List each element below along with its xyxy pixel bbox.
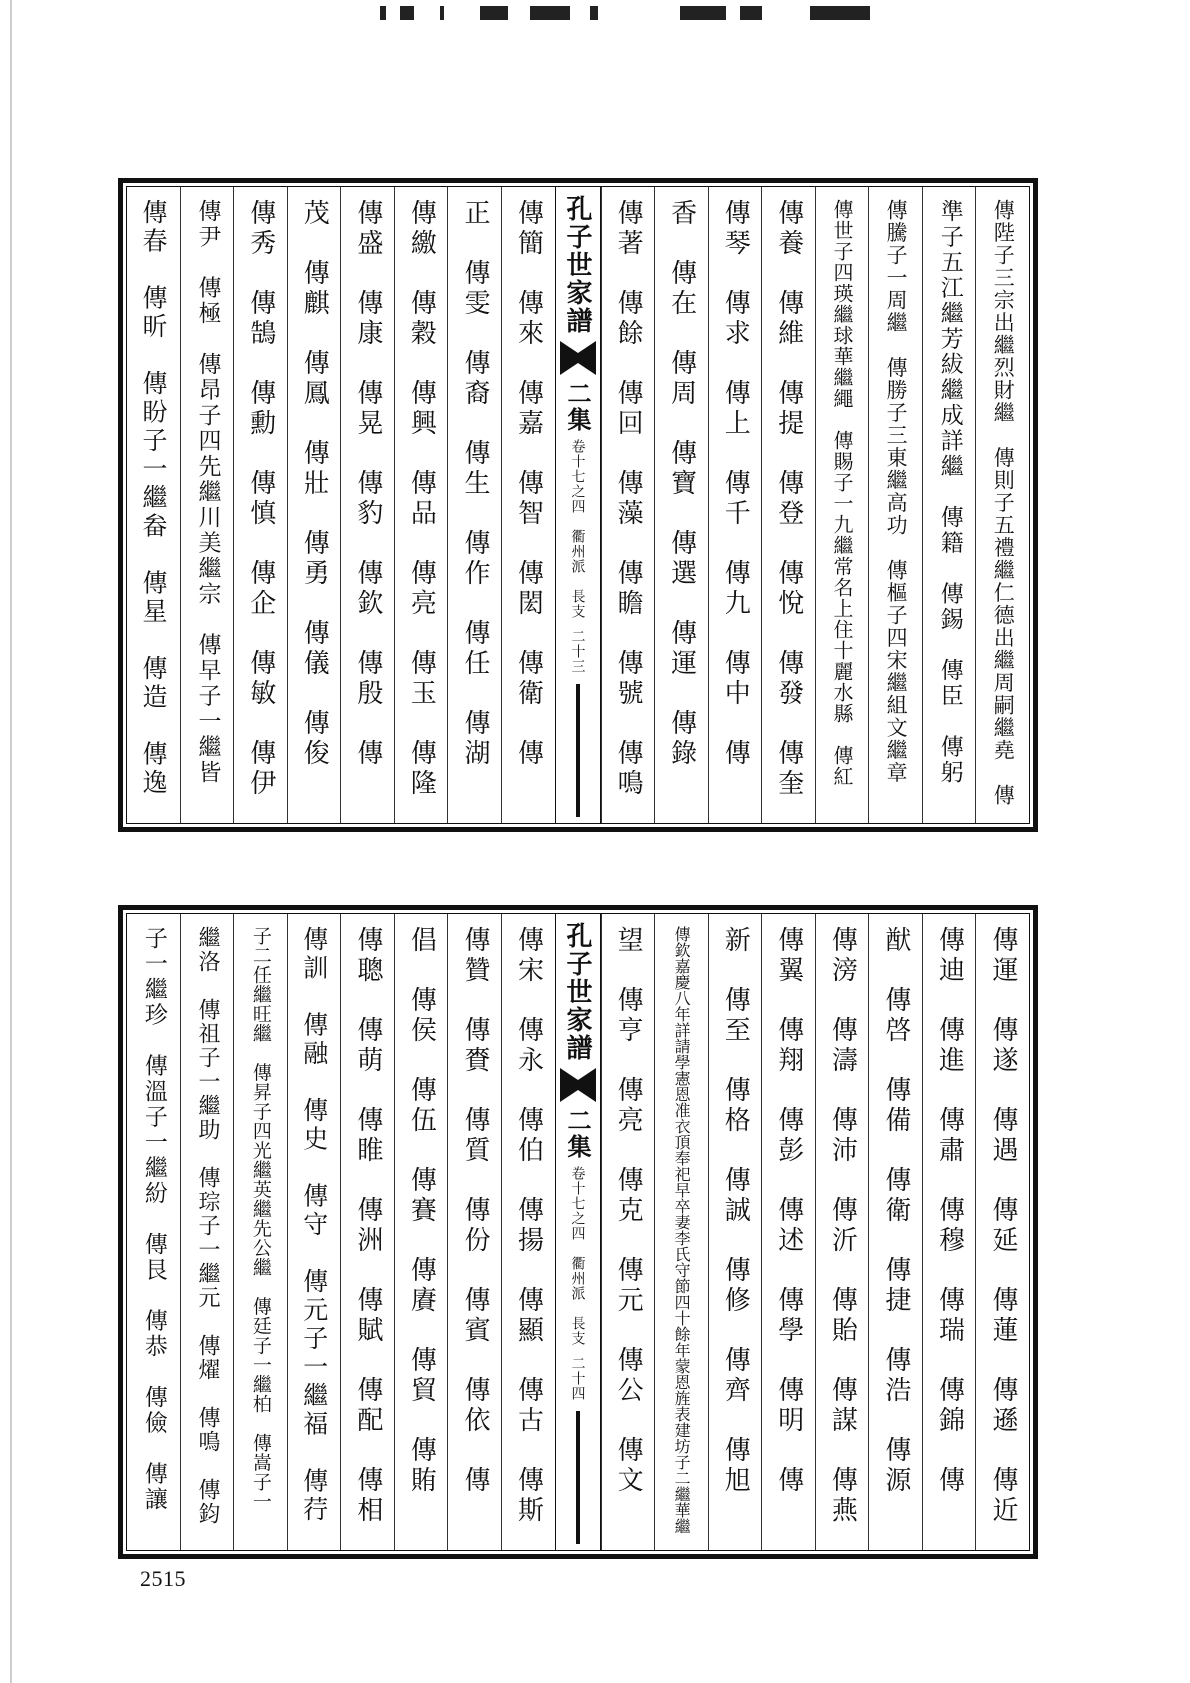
entry-column-9: 傳簡 傳來 傳嘉 傳智 傳閎 傳衛 傳 (501, 187, 555, 823)
entry-column-2: 準子五江繼芳紱繼成詳繼 傳籍 傳錫 傳臣 傳躬 (922, 187, 976, 823)
entry-column-7: 傳欽嘉慶八年詳請學憲恩准衣頂奉祀早卒妻李氏守節四十餘年蒙恩旌表建坊子二繼華繼 (654, 914, 708, 1550)
section-label: 卷十七之四 衢州派 長支 (569, 439, 586, 619)
entry-column-4: 傳滂 傳濤 傳沛 傳沂 傳貽 傳謀 傳燕 (815, 914, 869, 1550)
center-fold-header (555, 187, 601, 823)
entry-column-13: 茂 傳麒 傳鳳 傳壯 傳勇 傳儀 傳俊 (287, 187, 341, 823)
center-rule (576, 684, 580, 817)
center-fold-header (555, 914, 601, 1550)
entry-column-4: 傳世子四瑛繼球華繼繩 傳賜子一九繼常名上住十麗水縣 傳紅 (815, 187, 869, 823)
genealogy-page-24 (118, 905, 1038, 1559)
entry-column-8: 望 傳亨 傳亮 傳克 傳元 傳公 傳文 (601, 914, 655, 1550)
entry-column-10: 正 傳雯 傳裔 傳生 傳作 傳任 傳湖 (447, 187, 501, 823)
book-title: 孔子世家譜 (562, 195, 592, 335)
entry-column-6: 傳琴 傳求 傳上 傳千 傳九 傳中 傳 (708, 187, 762, 823)
entry-column-8: 傳著 傳餘 傳回 傳藻 傳瞻 傳號 傳鳴 (601, 187, 655, 823)
entry-column-5: 傳養 傳維 傳提 傳登 傳悅 傳發 傳奎 (761, 187, 815, 823)
entry-column-7: 香 傳在 傳周 傳寶 傳選 傳運 傳錄 (654, 187, 708, 823)
entry-column-14: 子二任繼旺繼 傳昇子四光繼英繼先公繼 傳廷子一繼柏 傳嵩子一 (233, 914, 287, 1550)
genealogy-page-23 (118, 178, 1038, 832)
entry-column-15: 繼洛 傳祖子一繼助 傳琮子一繼元 傳燿 傳鳴 傳鈞 (180, 914, 234, 1550)
entry-column-6: 新 傳至 傳格 傳誠 傳修 傳齊 傳旭 (708, 914, 762, 1550)
entry-column-16: 傳春 傳昕 傳盼子一繼畚 傳星 傳造 傳逸 (139, 199, 169, 798)
entry-column-14: 傳秀 傳鵠 傳勳 傳慎 傳企 傳敏 傳伊 (233, 187, 287, 823)
leaf-number: 二十四 (569, 1356, 586, 1401)
entry-column-13: 傳訓 傳融 傳史 傳守 傳元子一繼福 傳荇 (287, 914, 341, 1550)
entry-column-12: 傳盛 傳康 傳晃 傳豹 傳欽 傳殷 傳 (340, 187, 394, 823)
entry-column-1: 傳陛子三宗出繼烈財繼 傳則子五禮繼仁德出繼周嗣繼堯 傳 (975, 187, 1029, 823)
fish-tail-mark-icon (560, 1068, 596, 1102)
top-scan-artifacts (380, 0, 900, 26)
entry-column-16: 子一繼珍 傳溫子一繼紛 傳艮 傳恭 傳儉 傳讓 (140, 926, 167, 1513)
fish-tail-mark-icon (560, 341, 596, 375)
entry-column-5: 傳翼 傳翔 傳彭 傳述 傳學 傳明 傳 (761, 914, 815, 1550)
entry-column-11: 倡 傳侯 傳伍 傳賽 傳賡 傳貿 傳賄 (394, 914, 448, 1550)
entry-column-9: 傳宋 傳永 傳伯 傳揚 傳顯 傳古 傳斯 (501, 914, 555, 1550)
entry-column-12: 傳聰 傳萌 傳睢 傳洲 傳賦 傳配 傳相 (340, 914, 394, 1550)
entry-column-3: 猷 傳啓 傳備 傳衛 傳捷 傳浩 傳源 (868, 914, 922, 1550)
center-rule (576, 1411, 580, 1544)
section-label: 卷十七之四 衢州派 長支 (569, 1166, 586, 1346)
collection-label: 二集 (563, 381, 592, 433)
scan-edge (10, 0, 12, 1683)
entry-column-1: 傳運 傳遂 傳遇 傳延 傳蓮 傳遜 傳近 (975, 914, 1029, 1550)
page-number: 2515 (140, 1566, 186, 1591)
entry-column-2: 傳迪 傳進 傳肅 傳穆 傳瑞 傳錦 傳 (922, 914, 976, 1550)
book-title: 孔子世家譜 (562, 922, 592, 1062)
leaf-number: 二十三 (569, 629, 586, 674)
entry-column-3: 傳騰子一周繼 傳勝子三東繼高功 傳樞子四宋繼組文繼章 (868, 187, 922, 823)
entry-column-10: 傳贊 傳賚 傳質 傳份 傳賓 傳依 傳 (447, 914, 501, 1550)
collection-label: 二集 (563, 1108, 592, 1160)
entry-column-11: 傳繳 傳穀 傳興 傳品 傳亮 傳玉 傳隆 (394, 187, 448, 823)
entry-column-15: 傳尹 傳極 傳昂子四先繼川美繼宗 傳早子一繼皆 (180, 187, 234, 823)
